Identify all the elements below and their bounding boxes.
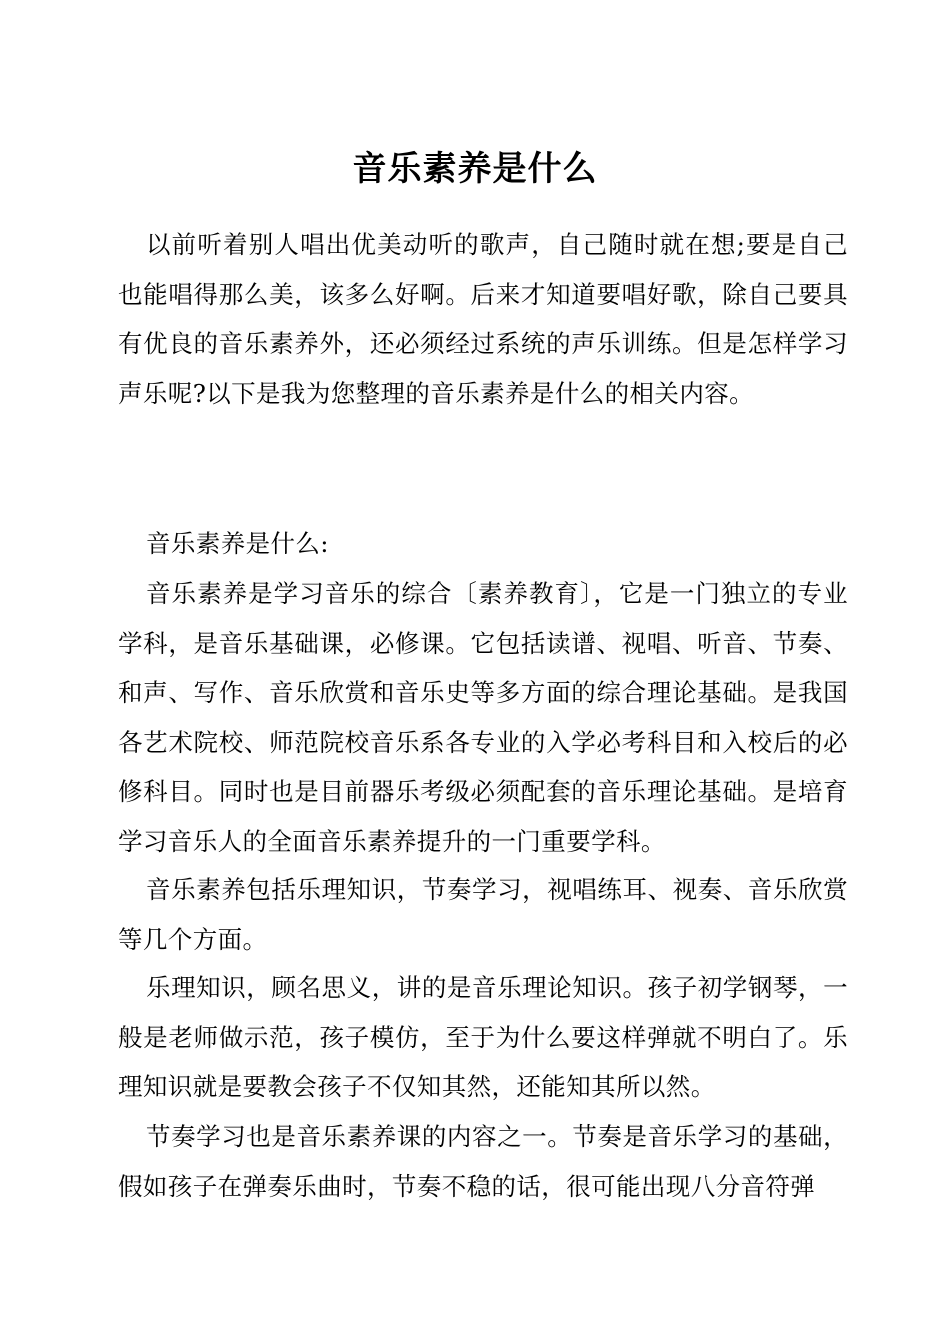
intro-paragraph: 以前听着别人唱出优美动听的歌声，自己随时就在想;要是自己也能唱得那么美，该多么好啊。后来才知道要唱好歌，除自己要具有优良的音乐素养外，还必须经过系统的声乐训练。但是怎样学习声乐呢?以下是我为您整理的音乐素养是什么的相关内容。 bbox=[118, 230, 848, 408]
section-heading: 音乐素养是什么: bbox=[146, 529, 329, 558]
document-title: 音乐素养是什么 bbox=[352, 149, 598, 189]
music-theory-paragraph: 乐理知识，顾名思义，讲的是音乐理论知识。孩子初学钢琴，一般是老师做示范，孩子模仿，至于为什么要这样弹就不明白了。乐理知识就是要教会孩子不仅知其然，还能知其所以然。 bbox=[118, 973, 848, 1101]
definition-paragraph: 音乐素养是学习音乐的综合〔素养教育〕，它是一门独立的专业学科，是音乐基础课，必修课。它包括读谱、视唱、听音、节奏、和声、写作、音乐欣赏和音乐史等多方面的综合理论基础。是我国各艺术院校、师范院校音乐系各专业的入学必考科目和入校后的必修科目。同时也是目前器乐考级必须配套的音乐理论基础。是培育学习音乐人的全面音乐素养提升的一门重要学科。 bbox=[118, 579, 848, 856]
rhythm-paragraph: 节奏学习也是音乐素养课的内容之一。节奏是音乐学习的基础，假如孩子在弹奏乐曲时，节奏不稳的话，很可能出现八分音符弹 bbox=[118, 1122, 848, 1201]
components-paragraph: 音乐素养包括乐理知识，节奏学习，视唱练耳、视奏、音乐欣赏等几个方面。 bbox=[118, 875, 848, 954]
